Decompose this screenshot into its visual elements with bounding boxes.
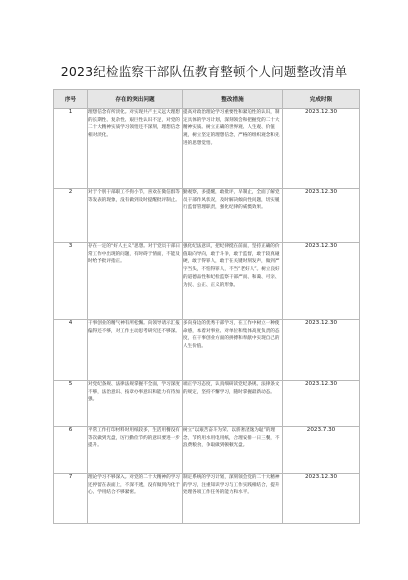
row-measure: 多向身边的优秀干部学习，在工作中树立一种使命感，本着对事业、对单位和集体高度负责的态度，在干事创业方面的拼搏和奉献中实现自己的人生价值。 xyxy=(183,320,283,381)
table-row xyxy=(54,474,360,524)
row-problem: 存在一定的“好人主义”思想。对于党员干部日常工作中出现的问题，有时碍于情面，不能及时给予批评指正。 xyxy=(88,243,183,320)
row-deadline: 2023.12.30 xyxy=(283,109,360,189)
row-deadline: 2023.12.30 xyxy=(283,243,360,320)
row-num: 3 xyxy=(54,243,88,320)
table-row xyxy=(54,320,360,381)
row-num: 1 xyxy=(54,109,88,189)
row-deadline: 2023.12.30 xyxy=(283,189,360,243)
table-row xyxy=(54,427,360,474)
row-measure: 提高对政治理论学习重要性和紧迫性的认识，制定具体的学习计划，深刻领会和把握党的二十大精神实质。树立正确的世界观、人生观、价值观，树立坚定的理想信念，严格的组织观念和先进的思想觉悟。 xyxy=(183,109,283,189)
row-deadline: 2023.12.30 xyxy=(283,474,360,524)
table-row xyxy=(54,109,360,189)
row-num: 6 xyxy=(54,427,88,474)
row-deadline: 2023.12.30 xyxy=(283,320,360,381)
row-num: 4 xyxy=(54,320,88,381)
row-problem: 理想信念有所淡化。对实现共产主义远大理想的长期性、复杂性、艰巨性认识不足，对党的二十大精神实质学习领悟还不深刻，理想信念相对淡化。 xyxy=(88,109,183,189)
rectification-table xyxy=(53,89,360,524)
row-num: 2 xyxy=(54,189,88,243)
row-problem: 对党纪条规、法律法规掌握不全面，学习深度不够，法治意识、按章办事意识和能力有待加强。 xyxy=(88,381,183,427)
row-measure: 制定系统的学习计划，深刻领会党的二十大精神的学习，注重知识学习与工作实践相结合，提升处理各项工作任务的能力和水平。 xyxy=(183,474,283,524)
header-num: 序号 xyxy=(54,90,88,109)
row-num: 5 xyxy=(54,381,88,427)
table-row xyxy=(54,243,360,320)
table-row xyxy=(54,189,360,243)
row-measure: 强化纪法意识，把纪律挺在前面，坚持正确的价值取向导向，敢于斗争，敢于监督，敢于较真碰硬，敢于得罪人，敢于在关键时刻发声，做到严字当头，不怕得罪人，不当“老好人”。树立良好的道德品性和纪检监察干部严而、和蔼、可亲、为民、公正、正义的形象。 xyxy=(183,243,283,320)
row-measure: 端正学习态度，认真细研读党纪条规、法律条文的规定，坚持不懈学习，随时掌握最新动态。 xyxy=(183,381,283,427)
header-deadline: 完成时限 xyxy=(283,90,360,109)
row-problem: 干事创业的精气神有所松懈。向领导请示汇报偏得还不够，对工作主动思考研究还不够深。 xyxy=(88,320,183,381)
row-measure: 树立“以艰苦奋斗为荣、以骄奢淫逸为耻”的理念，节约用水用电用纸，合理安排一日三餐，不浪费粮食，争取做到顿顿光盘。 xyxy=(183,427,283,474)
header-problem: 存在的突出问题 xyxy=(88,90,183,109)
row-problem: 对于个别干部职工不拘小节，喜欢在微信群等等发表的现象，没有做到及时提醒批评制止。 xyxy=(88,189,183,243)
row-problem: 理论学习不够深入。对党的二十大精神的学习还停留在表面上，不深不透，没有做到内化于心、学用结合不够紧密。 xyxy=(88,474,183,524)
row-problem: 平常工作打印材料时用纸较多，生活用餐没有等次做到光盘，厉行勤俭节约的意识要进一步提升。 xyxy=(88,427,183,474)
row-deadline: 2023.7.30 xyxy=(283,427,360,474)
header-measure: 整改措施 xyxy=(183,90,283,109)
row-measure: 勤观察，多提醒，敢批评，早制止，全面了解党员干部作风状况，及时解决倾向性问题，切实履行监督管理职责，强化纪律的威慑效果。 xyxy=(183,189,283,243)
table-header-row xyxy=(54,90,360,109)
row-deadline: 2023.12.30 xyxy=(283,381,360,427)
document-title: 2023纪检监察干部队伍教育整顿个人问题整改清单 xyxy=(60,64,348,79)
row-num: 7 xyxy=(54,474,88,524)
table-row xyxy=(54,381,360,427)
